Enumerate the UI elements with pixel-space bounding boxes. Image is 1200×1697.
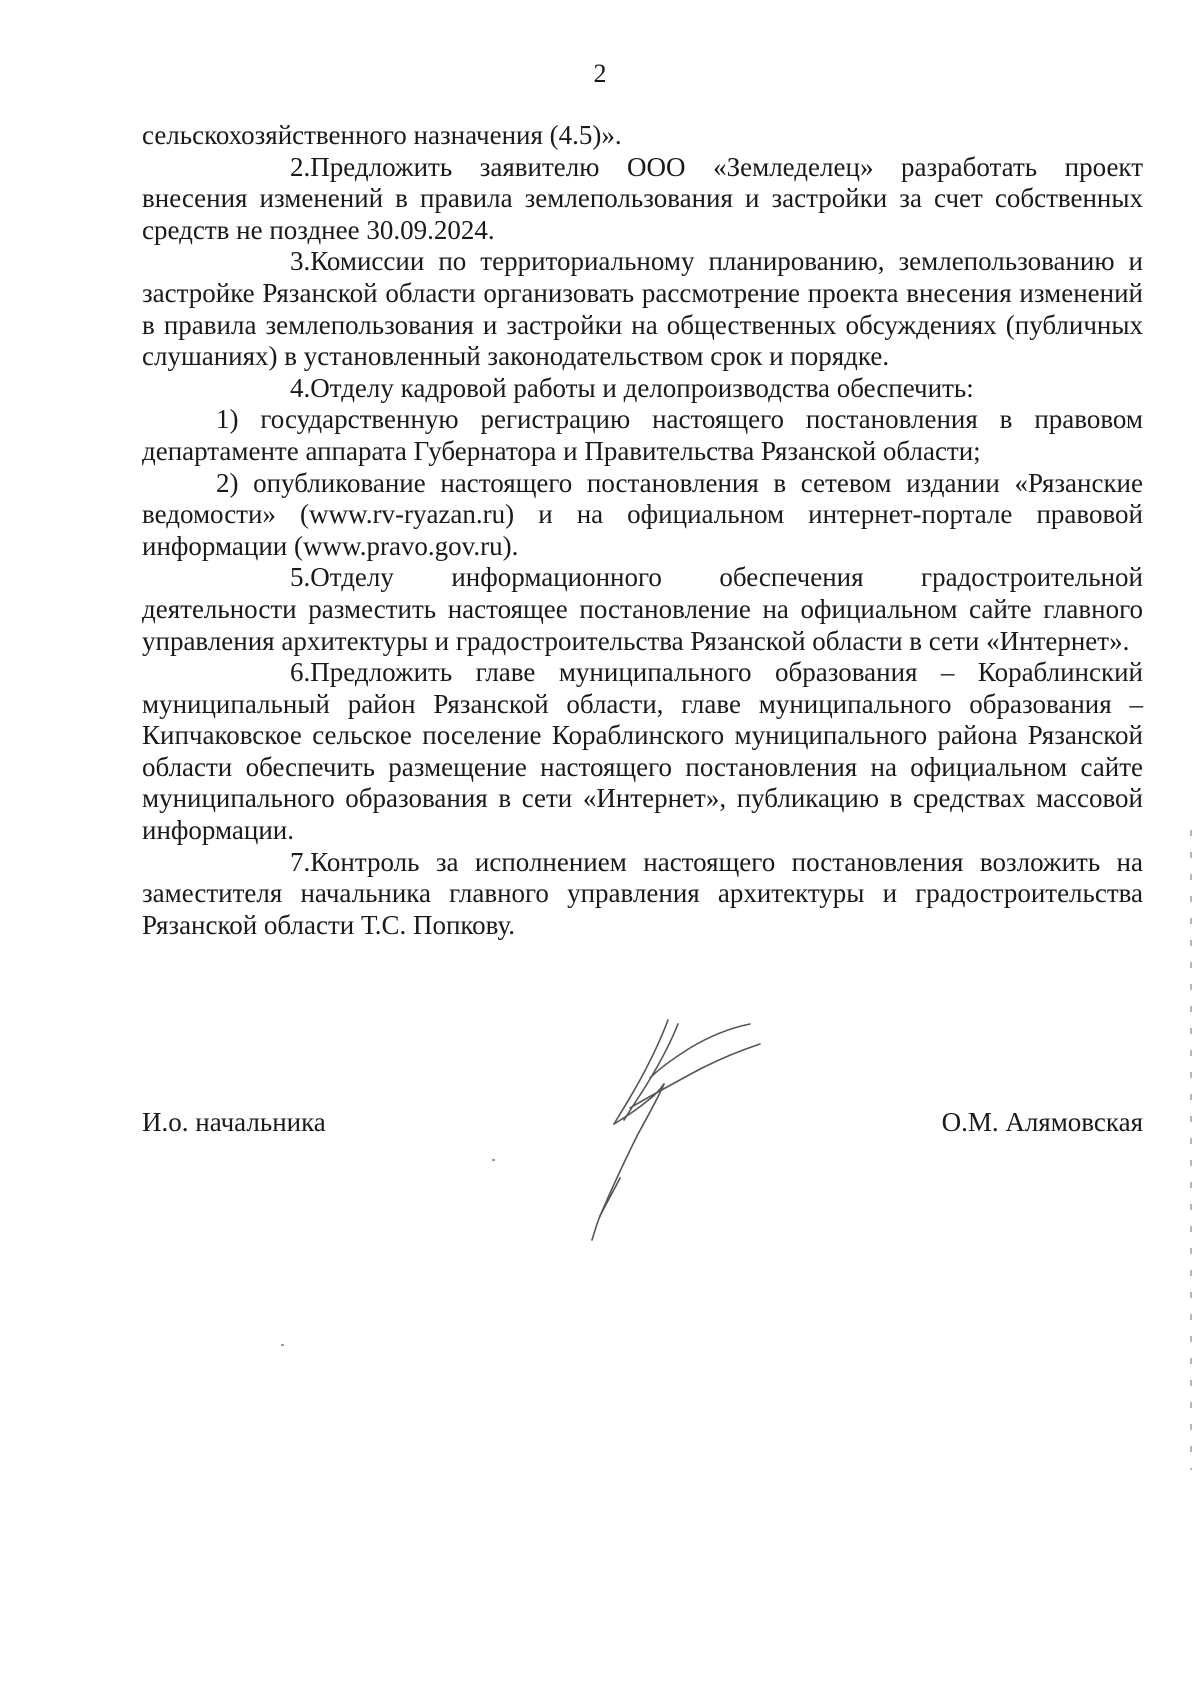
paragraph-text: Комиссии по территориальному планированию, землепользованию и застройке Рязанской области организовать рассмотрение проекта внесения изменений в правила землепользования и застройки на общественных обсуждениях (публичных слушаниях) в установленный законодательством срок и порядке. (142, 246, 1143, 372)
paragraph-text: Отделу кадровой работы и делопроизводства обеспечить: (310, 372, 974, 403)
paragraph-item-3 (142, 246, 1143, 372)
paragraph-item-6 (142, 657, 1143, 847)
paragraph-number: 5. (290, 562, 311, 593)
paragraph-text: Предложить главе муниципального образования – Кораблинский муниципальный район Рязанской области, главе муниципального образования – Кипчаковское сельское поселение Кораблинского муниципального района Рязанской области обеспечить размещение настоящего постановления на официальном сайте муниципального образования в сети «Интернет», публикацию в средствах массовой информации. (142, 657, 1143, 846)
paragraph-item-7 (142, 847, 1143, 942)
paragraph-text: 1) государственную регистрацию настоящего постановления в правовом департаменте аппарата Губернатора и Правительства Рязанской области; (142, 404, 1143, 466)
paragraph-number: 2. (290, 151, 311, 182)
paragraph-continuation (142, 120, 1143, 152)
paragraph-text: 2) опубликование настоящего постановления в сетевом издании «Рязанские ведомости» (www.rv-ryazan.ru) и на официальном интернет-портале правовой информации (www.pravo.gov.ru). (142, 467, 1143, 561)
paragraph-number: 6. (290, 657, 311, 688)
scan-speck (492, 1159, 495, 1161)
handwritten-signature (590, 1018, 790, 1248)
paragraph-text: Контроль за исполнением настоящего постановления возложить на заместителя начальника главного управления архитектуры и градостроительства Рязанской области Т.С. Попкову. (142, 846, 1143, 940)
paragraph-item-2 (142, 152, 1143, 247)
paragraph-text: Предложить заявителю ООО «Земледелец» разработать проект внесения изменений в правила землепользования и застройки за счет собственных средств не позднее 30.09.2024. (142, 151, 1143, 245)
paragraph-number: 3. (290, 246, 311, 277)
paragraph-text: Отделу информационного обеспечения градостроительной деятельности разместить настоящее постановление на официальном сайте главного управления архитектуры и градостроительства Рязанской области в сети «Интернет». (142, 562, 1143, 656)
document-body (142, 120, 1143, 941)
paragraph-text: сельскохозяйственного назначения (4.5)». (142, 120, 622, 150)
paragraph-item-5 (142, 562, 1143, 657)
scan-speck (281, 1344, 284, 1346)
page-number: 2 (593, 59, 607, 88)
signatory-title: И.о. начальника (142, 1107, 326, 1137)
paragraph-subitem-2 (142, 468, 1143, 563)
paragraph-subitem-1 (142, 404, 1143, 467)
paragraph-item-4 (142, 373, 1143, 405)
signatory-name: О.М. Алямовская (941, 1107, 1143, 1137)
scan-edge-marks (1190, 830, 1192, 1470)
paragraph-number: 7. (290, 846, 311, 877)
paragraph-number: 4. (290, 372, 311, 403)
